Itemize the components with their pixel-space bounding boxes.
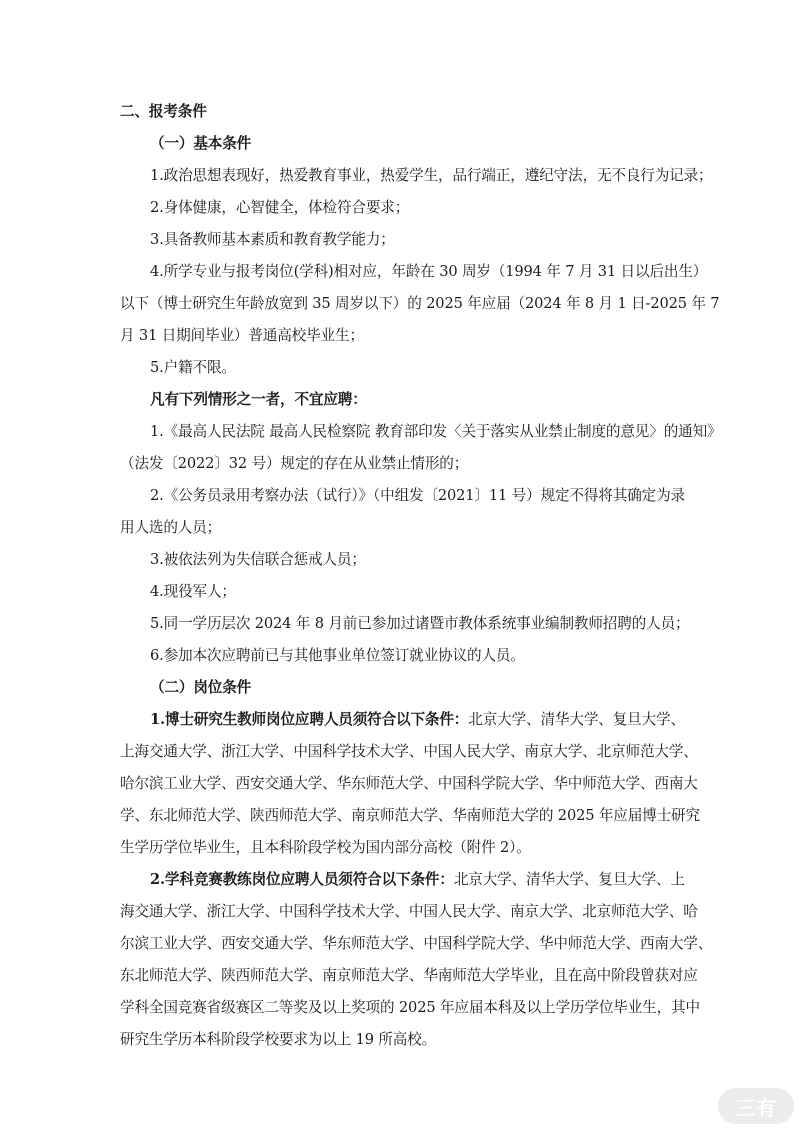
- coach-line-6: 研究生学历本科阶段学校要求为以上 19 所高校。: [120, 1031, 437, 1048]
- basic-conditions-heading: （一）基本条件: [150, 135, 252, 152]
- basic-item-5: 5.户籍不限。: [150, 359, 236, 376]
- coach-line-1: [120, 870, 685, 890]
- doctoral-line-3: 哈尔滨工业大学、西安交通大学、华东师范大学、中国科学院大学、华中师范大学、西南大: [120, 775, 698, 792]
- watermark-logo: 三有: [718, 1088, 794, 1124]
- post-conditions-heading: （二）岗位条件: [150, 679, 252, 696]
- restriction-item-1-line-2: （法发〔2022〕32 号）规定的存在从业禁止情形的；: [120, 455, 469, 472]
- restriction-item-3: 3.被依法列为失信联合惩戒人员；: [150, 551, 366, 568]
- restriction-item-2-line-2: 用人选的人员；: [120, 519, 222, 536]
- restriction-item-6: 6.参加本次应聘前已与其他事业单位签订就业协议的人员。: [150, 647, 525, 664]
- restriction-item-5: 5.同一学历层次 2024 年 8 月前已参加过诸暨市教体系统事业编制教师招聘的人员；: [150, 615, 690, 632]
- doctoral-line-4: 学、东北师范大学、陕西师范大学、南京师范大学、华南师范大学的 2025 年应届博士研究: [120, 807, 700, 824]
- basic-item-2: 2.身体健康，心智健全，体检符合要求；: [150, 199, 410, 216]
- basic-item-3: 3.具备教师基本素质和教育教学能力；: [150, 231, 395, 248]
- restriction-item-4: 4.现役军人；: [150, 583, 236, 600]
- doctoral-line-1: [120, 710, 685, 730]
- coach-first-rest: 北京大学、清华大学、复旦大学、上: [453, 871, 685, 888]
- restrictions-heading: 凡有下列情形之一者，不宜应聘：: [150, 391, 367, 408]
- coach-line-2: 海交通大学、浙江大学、中国科学技术大学、中国人民大学、南京大学、北京师范大学、哈: [120, 903, 698, 920]
- basic-item-4-line-1: 4.所学专业与报考岗位(学科)相对应，年龄在 30 周岁（1994 年 7 月 31 日以后出生）: [150, 263, 708, 280]
- coach-line-5: 学科全国竞赛省级赛区二等奖及以上奖项的 2025 年应届本科及以上学历学位毕业生，其中: [120, 999, 700, 1016]
- doctoral-lead: 1.博士研究生教师岗位应聘人员须符合以下条件：: [150, 711, 469, 728]
- doctoral-line-2: 上海交通大学、浙江大学、中国科学技术大学、中国人民大学、南京大学、北京师范大学、: [120, 743, 698, 760]
- doctoral-first-rest: 北京大学、清华大学、复旦大学、: [468, 711, 685, 728]
- doctoral-line-5: 生学历学位毕业生，且本科阶段学校为国内部分高校（附件 2）。: [120, 839, 531, 856]
- section-title: 二、报考条件: [120, 103, 207, 120]
- coach-line-4: 东北师范大学、陕西师范大学、南京师范大学、华南师范大学毕业，且在高中阶段曾获对应: [120, 967, 698, 984]
- basic-item-4-line-3: 月 31 日期间毕业）普通高校毕业生；: [120, 327, 364, 344]
- coach-line-3: 尔滨工业大学、西安交通大学、华东师范大学、中国科学院大学、华中师范大学、西南大学、: [120, 935, 713, 952]
- basic-item-1: 1.政治思想表现好，热爱教育事业，热爱学生，品行端正，遵纪守法，无不良行为记录；: [150, 167, 713, 184]
- restriction-item-2-line-1: 2.《公务员录用考察办法（试行）》（中组发〔2021〕11 号）规定不得将其确定为录: [150, 487, 685, 504]
- coach-lead: 2.学科竞赛教练岗位应聘人员须符合以下条件：: [150, 871, 454, 888]
- basic-item-4-line-2: 以下（博士研究生年龄放宽到 35 周岁以下）的 2025 年应届（2024 年 8 月 1 日-2025 年 7: [120, 295, 720, 312]
- restriction-item-1-line-1: 1.《最高人民法院 最高人民检察院 教育部印发〈关于落实从业禁止制度的意见〉的通知》: [150, 423, 722, 440]
